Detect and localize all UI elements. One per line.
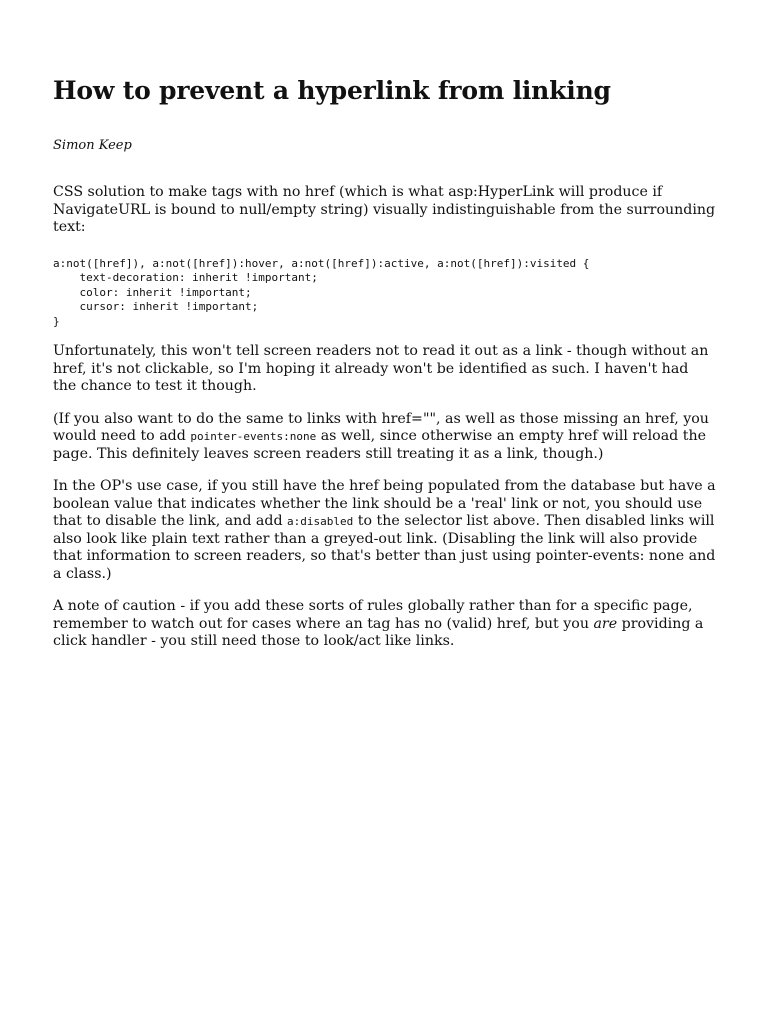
paragraph-text: In the OP's use case, if you still have the href being populated from the database but have a boolean value that indicates whether the link should be a 'real' link or not, you should use that to disable the link, and add	[53, 478, 716, 530]
paragraph-screen-readers: Unfortunately, this won't tell screen readers not to read it out as a link - though without an href, it's not clickable, so I'm hoping it already won't be identified as such. I haven't had the chance to test it though.	[53, 343, 709, 395]
paragraph-use-case	[53, 478, 716, 583]
paragraph-text: A note of caution - if you add these sorts of rules globally rather than for a specific page, remember to watch out for cases where an tag has no (valid) href, but you	[53, 598, 693, 632]
emphasis-text: are	[593, 615, 618, 632]
paragraph-empty-href	[53, 411, 716, 464]
inline-code: pointer-events:none	[190, 430, 317, 444]
paragraph-intro: CSS solution to make tags with no href (which is what asp:HyperLink will produce if NavigateURL is bound to null/empty string) visually indistinguishable from the surrounding text:	[53, 184, 716, 235]
paragraph-text: providing a click handler - you still need those to look/act like links.	[53, 615, 704, 650]
paragraph-caution	[53, 598, 716, 651]
paragraph-text: as well, since otherwise an empty href will reload the page. This definitely leaves screen readers still treating it as a link, though.)	[53, 428, 706, 462]
author-name: Simon Keep	[53, 138, 132, 153]
paragraph-text: to the selector list above. Then disabled links will also look like plain text rather than a greyed-out link. (Disabling the link will also provide that information to screen readers, so that's better than just using pointer-events: none and a class.)	[53, 513, 716, 582]
code-block: a:not([href]), a:not([href]):hover, a:not([href]):active, a:not([href]):visited { text-decoration: inherit !important; color: inherit !important; cursor: inherit !important; }	[53, 256, 590, 328]
paragraph-text: (If you also want to do the same to links with href="", as well as those missing an href, you would need to add	[53, 410, 709, 445]
inline-code: a:disabled	[287, 515, 354, 529]
page-title: How to prevent a hyperlink from linking	[53, 76, 611, 105]
